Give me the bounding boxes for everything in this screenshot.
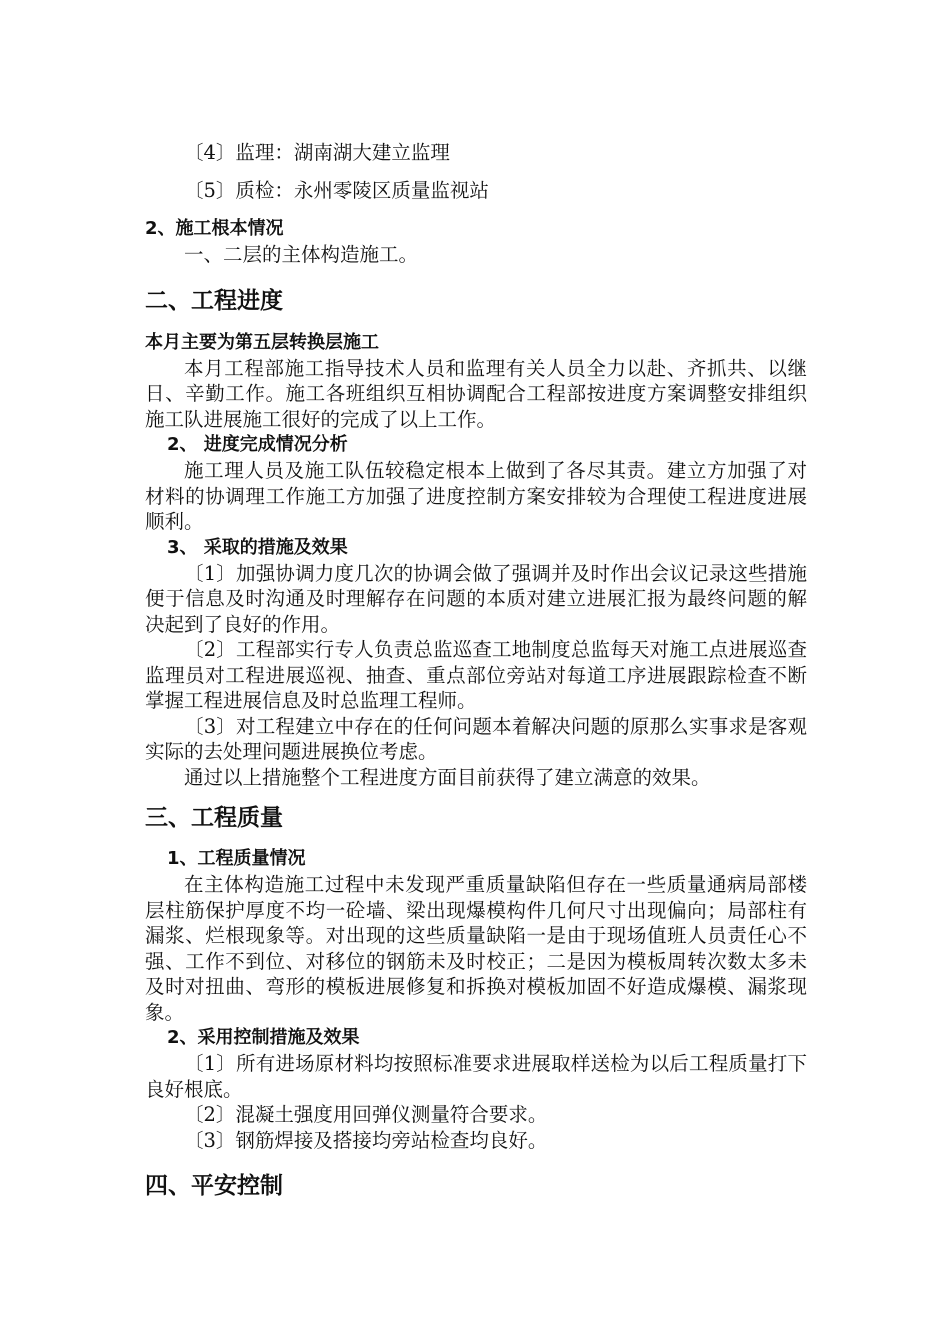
quality-control-3-text: 〔3〕钢筋焊接及搭接均旁站检查均良好。	[184, 1128, 548, 1152]
heading-quality-status: 1、工程质量情况	[167, 848, 306, 869]
quality-control-1-text: 〔1〕所有进场原材料均按照标准要求进展取样送检为以后工程质量打下良好根底。	[145, 1052, 807, 1101]
progress-intro-text: 本月工程部施工指导技术人员和监理有关人员全力以赴、齐抓共、以继日、辛勤工作。施工各班组织互相协调配合工程部按进度方案调整安排组织施工队进展施工很好的完成了以上工作。	[145, 356, 807, 431]
document-page	[145, 140, 807, 1201]
measure-2-text: 〔2〕工程部实行专人负责总监巡查工地制度总监每天对施工点进展巡查监理员对工程进展巡视、抽查、重点部位旁站对每道工序进展跟踪检查不断掌握工程进展信息及时总监理工程师。	[145, 638, 807, 712]
heading-measures: 3、 采取的措施及效果	[167, 536, 348, 558]
measure-3-text: 〔3〕对工程建立中存在的任何问题本着解决问题的原那么实事求是客观实际的去处理问题进展换位考虑。	[145, 714, 807, 763]
measure-1-text: 〔1〕加强协调力度几次的协调会做了强调并及时作出会议记录这些措施便于信息及时沟通及时理解存在问题的本质对建立进展汇报为最终问题的解决起到了良好的作用。	[145, 561, 807, 636]
heading-progress-analysis: 2、 进度完成情况分析	[167, 434, 348, 455]
progress-sub-heading: 本月主要为第五层转换层施工	[145, 331, 379, 353]
construction-status-text: 一、二层的主体构造施工。	[184, 243, 419, 266]
heading-quality-control: 2、采用控制措施及效果	[167, 1027, 360, 1048]
item-supervision: 〔4〕监理：湖南湖大建立监理	[184, 141, 450, 164]
quality-control-2-text: 〔2〕混凝土强度用回弹仪测量符合要求。	[184, 1103, 548, 1126]
item-quality-check: 〔5〕质检：永州零陵区质量监视站	[184, 178, 489, 202]
heading-construction-status: 2、施工根本情况	[145, 218, 284, 239]
section-heading-safety: 四、平安控制	[145, 1173, 283, 1199]
section-heading-progress: 二、工程进度	[145, 287, 283, 314]
section-heading-quality: 三、工程质量	[145, 805, 283, 831]
progress-analysis-text: 施工理人员及施工队伍较稳定根本上做到了各尽其责。建立方加强了对材料的协调理工作施工方加强了进度控制方案安排较为合理使工程进度进展顺利。	[145, 459, 807, 533]
progress-conclusion-text: 通过以上措施整个工程进度方面目前获得了建立满意的效果。	[184, 765, 711, 789]
quality-status-text: 在主体构造施工过程中未发现严重质量缺陷但存在一些质量通病局部楼层柱筋保护厚度不均一砼墙、梁出现爆模构件几何尺寸出现偏向；局部柱有漏浆、烂根现象等。对出现的这些质量缺陷一是由于现场值班人员责任心不强、工作不到位、对移位的钢筋未及时校正；二是因为模板周转次数太多未及时对扭曲、弯形的模板进展修复和拆换对模板加固不好造成爆模、漏浆现象。	[145, 873, 807, 1024]
